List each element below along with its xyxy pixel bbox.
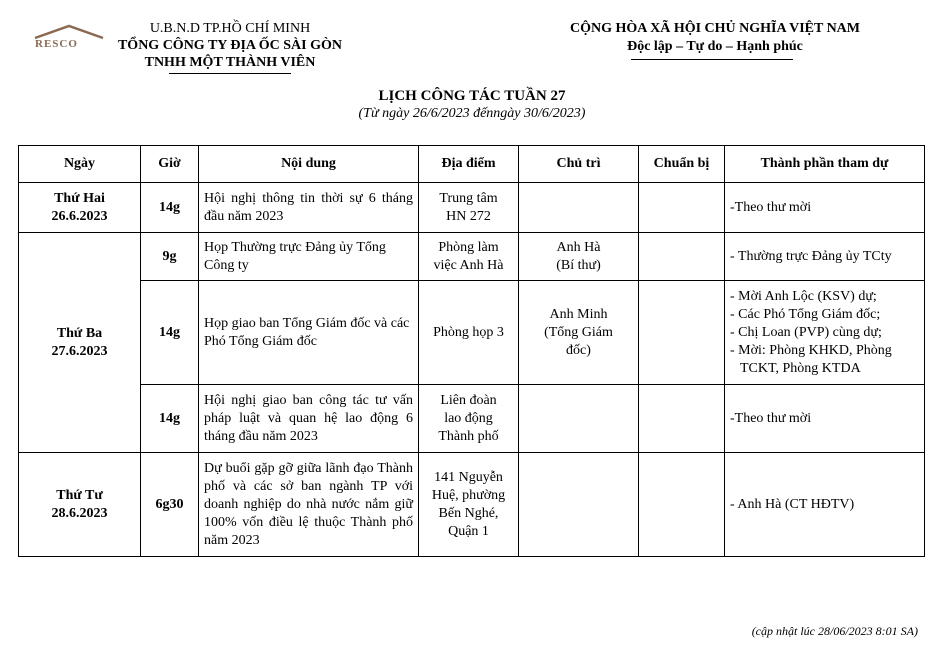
day-name: Thứ Tư [56,487,103,503]
location-cell [419,183,519,233]
attendees-cell [725,281,925,385]
prep-cell [639,281,725,385]
table-row [19,183,925,233]
chair-line: (Tổng Giám [544,324,613,340]
location-line: Phòng họp 3 [433,324,504,340]
attendees-cell: - Thường trực Đảng ủy TCty [725,233,925,281]
last-updated: (cập nhật lúc 28/06/2023 8:01 SA) [751,624,918,638]
motto-underline [631,59,793,60]
schedule-title: LỊCH CÔNG TÁC TUẦN 27 [378,88,566,104]
table-header-row [19,146,925,183]
org-header [0,18,400,78]
location-line: Phòng làm [438,239,499,255]
col-header-attendees: Thành phần tham dự [725,146,925,183]
table-row [19,281,925,385]
location-line: Quận 1 [448,523,489,539]
time-cell: 14g [141,385,199,453]
table-row [19,385,925,453]
col-header-day: Ngày [19,146,141,183]
schedule-subtitle: (Từ ngày 26/6/2023 đếnngày 30/6/2023) [358,106,586,121]
chair-line: đốc) [566,342,591,358]
schedule-table [18,145,925,557]
day-name: Thứ Ba [56,325,103,341]
day-date: 28.6.2023 [51,505,108,521]
day-name: Thứ Hai [54,190,105,206]
org-line-1: U.B.N.D TP.HỒ CHÍ MINH [149,21,311,36]
logo-text: RESCO [35,38,78,50]
chair-line: Anh Minh [549,306,608,322]
chair-cell [519,183,639,233]
content-cell: Họp Thường trực Đảng ủy Tổng Công ty [199,233,419,281]
col-header-time: Giờ [141,146,199,183]
location-line: HN 272 [446,208,491,224]
chair-cell [519,281,639,385]
location-line: Liên đoàn [440,392,497,408]
location-line: Trung tâm [439,190,498,206]
table-row [19,233,925,281]
org-line-3: TNHH MỘT THÀNH VIÊN [144,55,316,70]
location-line: 141 Nguyễn [434,469,503,485]
location-cell [419,281,519,385]
col-header-chair: Chủ trì [519,146,639,183]
content-cell: Họp giao ban Tổng Giám đốc và các Phó Tổng Giám đốc [199,281,419,385]
col-header-content: Nội dung [199,146,419,183]
prep-cell [639,233,725,281]
national-header [520,20,910,56]
col-header-prep: Chuẩn bị [639,146,725,183]
location-cell [419,385,519,453]
prep-cell [639,385,725,453]
day-cell [19,183,141,233]
content-cell: Hội nghị giao ban công tác tư vấn pháp luật và quan hệ lao động 6 tháng đầu năm 2023 [199,385,419,453]
nation-line-1: CỘNG HÒA XÃ HỘI CHỦ NGHĨA VIỆT NAM [569,21,860,36]
prep-cell [639,183,725,233]
org-name [105,20,355,71]
time-cell: 6g30 [141,453,199,557]
day-date: 26.6.2023 [51,208,108,224]
table-row [19,453,925,557]
location-cell [419,453,519,557]
location-line: lao động [444,410,493,426]
attendees-cell: -Theo thư mời [725,183,925,233]
location-line: Thành phố [438,428,499,444]
chair-line: Anh Hà [556,239,601,255]
chair-cell [519,233,639,281]
attendee-line: TCKT, Phòng KTDA [740,360,861,376]
col-header-location: Địa điểm [419,146,519,183]
day-cell [19,453,141,557]
chair-line: (Bí thư) [556,257,601,273]
content-cell: Hội nghị thông tin thời sự 6 tháng đầu năm 2023 [199,183,419,233]
location-line: Huệ, phường [431,487,506,503]
org-underline [169,73,291,74]
org-line-2: TỔNG CÔNG TY ĐỊA ỐC SÀI GÒN [117,38,343,53]
time-cell: 14g [141,183,199,233]
day-cell [19,233,141,453]
attendees-cell: - Anh Hà (CT HĐTV) [725,453,925,557]
attendee-line: - Chị Loan (PVP) cùng dự; [730,324,882,340]
attendee-line: - Mời: Phòng KHKD, Phòng [730,342,892,358]
attendees-cell: -Theo thư mời [725,385,925,453]
time-cell: 9g [141,233,199,281]
content-cell: Dự buổi gặp gỡ giữa lãnh đạo Thành phố và các sở ban ngành TP với doanh nghiệp do nhà nước nắm giữ 100% vốn điều lệ thuộc Thành phố năm 2023 [199,453,419,557]
time-cell: 14g [141,281,199,385]
nation-line-2: Độc lập – Tự do – Hạnh phúc [627,39,803,54]
day-date: 27.6.2023 [51,343,108,359]
chair-cell [519,385,639,453]
chair-cell [519,453,639,557]
location-cell [419,233,519,281]
location-line: việc Anh Hà [433,257,504,273]
attendee-line: - Mời Anh Lộc (KSV) dự; [730,288,877,304]
resco-logo [33,24,105,64]
attendee-line: - Các Phó Tổng Giám đốc; [730,306,881,322]
location-line: Bến Nghé, [438,505,499,521]
prep-cell [639,453,725,557]
